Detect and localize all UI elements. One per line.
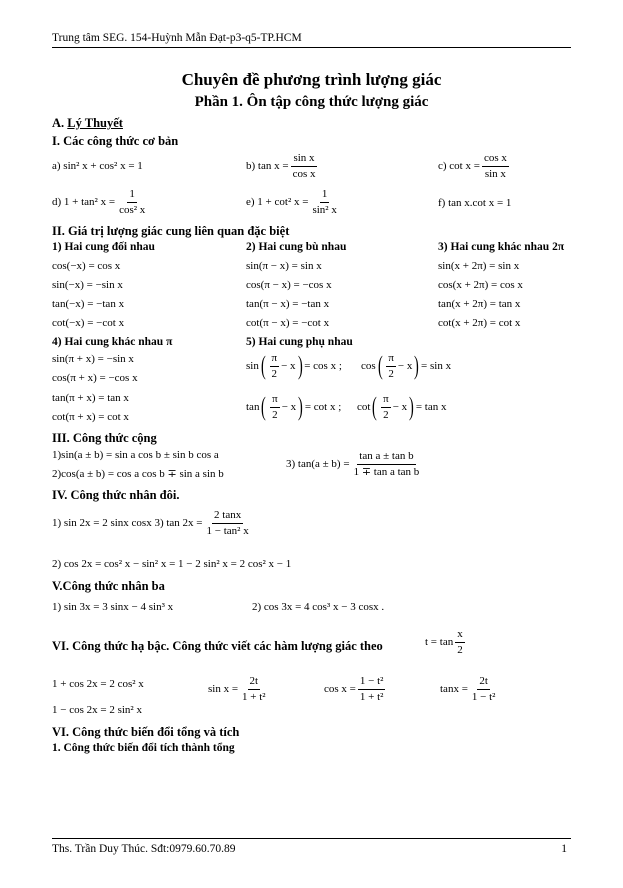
col1-line: tan(−x) = −tan x [52, 298, 125, 310]
footer-rule [52, 838, 571, 839]
formula-1f [438, 197, 511, 209]
formula-6-sin [208, 675, 270, 703]
formula-3-3-den: 1 ∓ tan a tan b [353, 465, 420, 478]
col2-title: 2) Hai cung bù nhau [246, 241, 347, 253]
footer-author: Ths. Trần Duy Thúc. Sđt:0979.60.70.89 [52, 843, 236, 855]
col3-line: cos(x + 2π) = cos x [438, 279, 523, 291]
formula-4-1 [52, 509, 253, 537]
formula-4-1-den: 1 − tan² x [206, 524, 249, 537]
col5-rhs: = cos x ; [304, 360, 342, 373]
formula-3-1: 1)sin(a ± b) = sin a cos b ± sin b cos a [52, 449, 219, 461]
section-a-heading [52, 116, 123, 131]
formula-6-cos-lhs: cos x = [324, 683, 356, 696]
formula-1f-text: f) tan x.cot x = 1 [438, 197, 512, 209]
col4-line: cos(π + x) = −cos x [52, 372, 138, 384]
col5-row1a: sin ( $\frac{\pi}{2}$ − x ) = cos x ; [246, 351, 342, 381]
col5-fn: cos [361, 360, 376, 373]
section-7-heading: VI. Công thức biến đổi tổng và tích [52, 725, 240, 739]
col5-row1b: cos ( $\frac{\pi}{2}$ − x ) = sin x [361, 351, 452, 381]
col5-rhs: = tan x [415, 401, 447, 414]
formula-3-3-num: tan a ± tan b [357, 450, 415, 465]
minus-x: − x [397, 360, 413, 373]
two-denominator: 2 [272, 408, 278, 421]
section-a-label: Lý Thuyết [67, 116, 123, 130]
formula-1b-den: cos x [292, 167, 316, 180]
col5-rhs: = cot x ; [304, 401, 342, 414]
col1-line: sin(−x) = −sin x [52, 279, 123, 291]
col4-title: 4) Hai cung khác nhau π [52, 336, 173, 348]
section-7-sub: 1. Công thức biến đổi tích thành tổng [52, 742, 235, 754]
formula-6-sin-den: 1 + t² [242, 690, 266, 703]
formula-4-1-lhs: 1) sin 2x = 2 sinx cosx 3) tan 2x = [52, 517, 203, 530]
formula-6-h1: 1 + cos 2x = 2 cos² x [52, 678, 144, 690]
section-5-heading: V.Công thức nhân ba [52, 579, 165, 593]
page-header: Trung tâm SEG. 154-Huỳnh Mẫn Đạt-p3-q5-TP.HCM [52, 32, 302, 44]
formula-5-2: 2) cos 3x = 4 cos³ x − 3 cosx . [252, 601, 385, 613]
col5-row2a: tan ( $\frac{\pi}{2}$ − x ) = cot x ; [246, 392, 342, 422]
col5-rhs: = sin x [421, 360, 452, 373]
col3-title: 3) Hai cung khác nhau 2π [438, 241, 565, 253]
col1-title: 1) Hai cung đối nhau [52, 241, 155, 253]
formula-1a-text: a) sin² x + cos² x = 1 [52, 160, 143, 172]
formula-1e-num: 1 [320, 188, 330, 203]
col3-line: tan(x + 2π) = tan x [438, 298, 521, 310]
section-4-heading: IV. Công thức nhân đôi. [52, 488, 180, 502]
formula-t-den: 2 [457, 643, 463, 656]
formula-1c-lhs: c) cot x = [438, 160, 480, 173]
formula-1c-num: cos x [482, 152, 509, 167]
header-rule [52, 47, 571, 48]
formula-t-lhs: t = tan [425, 636, 454, 649]
col1-line: cos(−x) = cos x [52, 260, 121, 272]
formula-1b-lhs: b) tan x = [246, 160, 289, 173]
formula-3-3 [286, 450, 423, 478]
formula-t-num: x [455, 628, 465, 643]
col2-line: tan(π − x) = −tan x [246, 298, 330, 310]
formula-6-tan [440, 675, 499, 703]
formula-1c [438, 152, 511, 180]
col5-row2b: cot ( $\frac{\pi}{2}$ − x ) = tan x [357, 392, 447, 422]
formula-1c-den: sin x [484, 167, 506, 180]
col3-line: cot(x + 2π) = cot x [438, 317, 521, 329]
formula-1b-num: sin x [291, 152, 316, 167]
formula-t [425, 628, 467, 656]
pi-symbol: π [386, 352, 396, 367]
page-number: 1 [561, 843, 567, 855]
col5-fn: sin [246, 360, 259, 373]
formula-4-1-num: 2 tanx [212, 509, 243, 524]
formula-1d-num: 1 [127, 188, 137, 203]
formula-6-sin-num: 2t [248, 675, 261, 690]
section-3-heading: III. Công thức cộng [52, 431, 157, 445]
formula-1e-den: sin² x [312, 203, 337, 216]
formula-1e-lhs: e) 1 + cot² x = [246, 196, 309, 209]
formula-6-cos [324, 675, 387, 703]
col2-line: cot(π − x) = −cot x [246, 317, 330, 329]
col4-line: tan(π + x) = tan x [52, 392, 129, 404]
col4-line: sin(π + x) = −sin x [52, 353, 134, 365]
formula-1d-den: cos² x [119, 203, 146, 216]
pi-symbol: π [270, 393, 280, 408]
formula-6-cos-den: 1 + t² [359, 690, 384, 703]
minus-x: − x [281, 401, 297, 414]
formula-6-tan-lhs: tanx = [440, 683, 468, 696]
formula-6-tan-den: 1 − t² [471, 690, 496, 703]
col5-fn: tan [246, 401, 260, 414]
col5-title: 5) Hai cung phụ nhau [246, 336, 353, 348]
minus-x: − x [281, 360, 296, 373]
formula-6-tan-num: 2t [477, 675, 490, 690]
pi-symbol: π [381, 393, 391, 408]
document-title: Chuyên đề phương trình lượng giác [181, 70, 442, 89]
col4-line: cot(π + x) = cot x [52, 411, 129, 423]
formula-6-h2: 1 − cos 2x = 2 sin² x [52, 704, 142, 716]
formula-3-3-lhs: 3) tan(a ± b) = [286, 458, 350, 471]
col3-line: sin(x + 2π) = sin x [438, 260, 520, 272]
col5-fn: cot [357, 401, 371, 414]
section-1-heading: I. Các công thức cơ bản [52, 134, 179, 148]
col1-line: cot(−x) = −cot x [52, 317, 125, 329]
formula-1e [246, 188, 341, 216]
col2-line: sin(π − x) = sin x [246, 260, 322, 272]
formula-6-cos-num: 1 − t² [358, 675, 386, 690]
section-6-heading: VI. Công thức hạ bậc. Công thức viết các hàm lượng giác theo [52, 639, 383, 653]
formula-1a [52, 160, 143, 172]
two-denominator: 2 [271, 367, 278, 380]
section-2-heading: II. Giá trị lượng giác cung liên quan đặc biệt [52, 224, 290, 238]
col2-line: cos(π − x) = −cos x [246, 279, 332, 291]
two-denominator: 2 [383, 408, 389, 421]
formula-1d-lhs: d) 1 + tan² x = [52, 196, 116, 209]
formula-5-1: 1) sin 3x = 3 sinx − 4 sin³ x [52, 601, 174, 613]
pi-symbol: π [270, 352, 280, 367]
section-a-prefix: A. [52, 116, 65, 130]
formula-6-sin-lhs: sin x = [208, 683, 239, 696]
minus-x: − x [392, 401, 408, 414]
formula-1d [52, 188, 149, 216]
formula-4-2: 2) cos 2x = cos² x − sin² x = 1 − 2 sin² x = 2 cos² x − 1 [52, 558, 292, 570]
formula-1b [246, 152, 319, 180]
two-denominator: 2 [388, 367, 394, 380]
document-subtitle: Phần 1. Ôn tập công thức lượng giác [194, 94, 429, 110]
formula-3-2: 2)cos(a ± b) = cos a cos b ∓ sin a sin b [52, 468, 224, 480]
